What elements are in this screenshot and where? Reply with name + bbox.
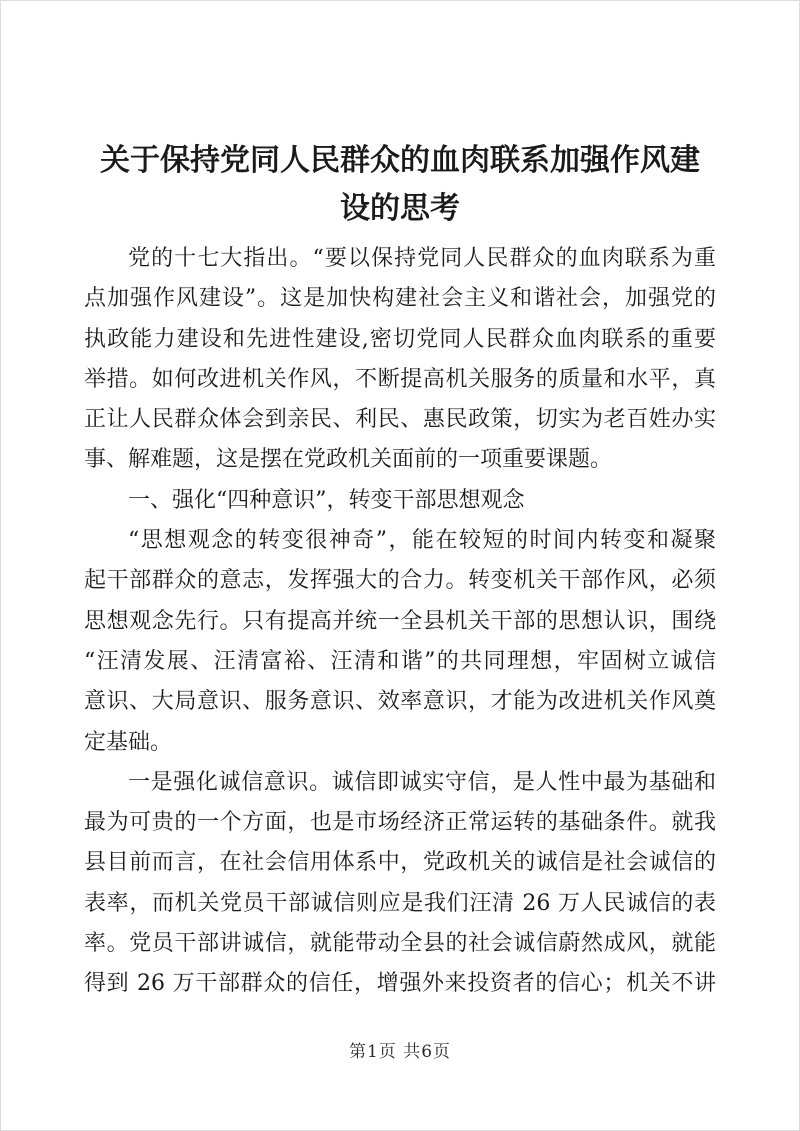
text-line: 思想观念先行。只有提高并统一全县机关干部的思想认识，围绕 [84,608,716,634]
document-body [84,239,716,1005]
paragraph [84,481,716,521]
text-line: 执政能力建设和先进性建设,密切党同人民群众血肉联系的重要 [84,326,716,352]
page-number: 第1页 共6页 [348,1042,452,1062]
text-line: 意识、大局意识、服务意识、效率意识，才能为改进机关作风奠 [84,689,716,715]
text-line: 点加强作风建设”。这是加快构建社会主义和谐社会，加强党的 [84,286,716,312]
paragraph [84,521,716,763]
document-title: 关于保持党同人民群众的血肉联系加强作风建设的思考 [100,143,700,226]
text-line: 党的十七大指出。“要以保持党同人民群众的血肉联系为重 [128,246,716,271]
text-line: 一是强化诚信意识。诚信即诚实守信，是人性中最为基础和 [128,769,716,795]
text-line: 事、解难题，这是摆在党政机关面前的一项重要课题。 [84,447,613,473]
text-line: “思想观念的转变很神奇”，能在较短的时间内转变和凝聚 [128,528,716,554]
text-line: 最为可贵的一个方面，也是市场经济正常运转的基础条件。就我 [84,810,716,836]
text-line: 县目前而言，在社会信用体系中，党政机关的诚信是社会诚信的 [84,850,716,876]
text-line: 定基础。 [84,729,173,755]
section-heading: 一、强化“四种意识”，转变干部思想观念 [128,487,525,513]
text-line: “汪清发展、汪清富裕、汪清和谐”的共同理想，牢固树立诚信 [84,648,716,674]
text-line: 举措。如何改进机关作风，不断提高机关服务的质量和水平，真 [84,366,716,392]
text-line: 正让人民群众体会到亲民、利民、惠民政策，切实为老百姓办实 [84,407,716,433]
text-line: 起干部群众的意志，发挥强大的合力。转变机关干部作风，必须 [84,568,716,594]
text-line: 得到 26 万干部群众的信任，增强外来投资者的信心；机关不讲 [84,971,716,997]
paragraph [84,239,716,481]
text-line: 率。党员干部讲诚信，就能带动全县的社会诚信蔚然成风，就能 [84,931,716,957]
text-line: 表率，而机关党员干部诚信则应是我们汪清 26 万人民诚信的表 [84,890,716,916]
paragraph [84,763,716,1005]
